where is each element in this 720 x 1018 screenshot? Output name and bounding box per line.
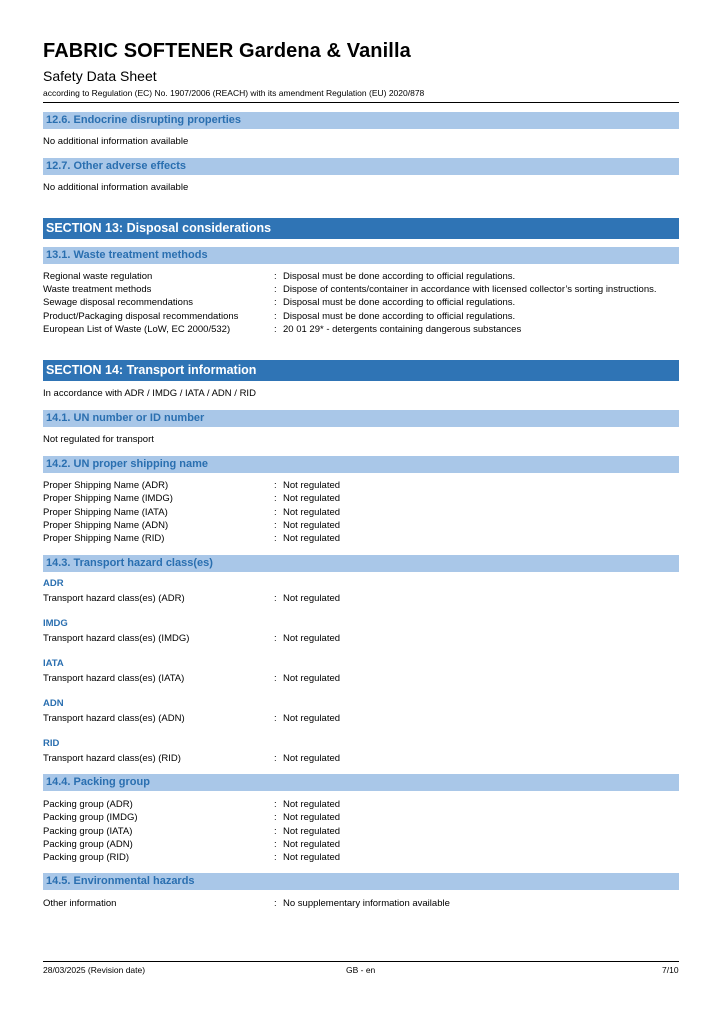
row-separator: : xyxy=(274,673,277,684)
subsection-header-14-1: 14.1. UN number or ID number xyxy=(43,410,679,427)
hazard-class-row xyxy=(43,672,679,685)
document-title: FABRIC SOFTENER Gardena & Vanilla xyxy=(43,40,411,62)
section-header-13: SECTION 13: Disposal considerations xyxy=(43,218,679,239)
row-separator: : xyxy=(274,633,277,644)
row-value: Not regulated xyxy=(283,713,341,724)
row-label: Proper Shipping Name (IATA) xyxy=(43,506,168,518)
packing-group-row xyxy=(43,825,679,838)
row-label: Packing group (ADR) xyxy=(43,799,133,810)
row-label: Other information xyxy=(43,898,117,909)
waste-row xyxy=(43,310,679,323)
row-separator: : xyxy=(274,284,277,296)
row-value: Not regulated xyxy=(283,519,341,531)
subsection-header-14-4: 14.4. Packing group xyxy=(43,774,679,791)
row-label: Packing group (IMDG) xyxy=(43,812,138,824)
shipping-name-row xyxy=(43,479,679,492)
row-separator: : xyxy=(274,493,277,505)
row-separator: : xyxy=(274,753,277,764)
row-label: Packing group (ADN) xyxy=(43,838,133,850)
row-value: Not regulated xyxy=(283,506,341,518)
section-header-14: SECTION 14: Transport information xyxy=(43,360,679,381)
row-value: Dispose of contents/container in accordance with licensed collector’s sorting instructions. xyxy=(283,284,657,296)
row-separator: : xyxy=(274,323,277,335)
row-separator: : xyxy=(274,506,277,518)
row-separator: : xyxy=(274,271,277,282)
transport-mode-heading: RID xyxy=(43,738,60,749)
row-value: Not regulated xyxy=(283,799,341,810)
row-separator: : xyxy=(274,713,277,724)
row-label: Transport hazard class(es) (RID) xyxy=(43,753,181,764)
subsection-text-12-6: No additional information available xyxy=(43,136,189,147)
footer-divider xyxy=(43,961,679,962)
row-label: Packing group (RID) xyxy=(43,852,130,864)
waste-row xyxy=(43,323,679,336)
header-divider xyxy=(43,102,679,103)
subsection-text-12-7: No additional information available xyxy=(43,182,189,193)
subsection-header-14-2: 14.2. UN proper shipping name xyxy=(43,456,679,473)
hazard-class-row xyxy=(43,632,679,645)
transport-mode-heading: ADR xyxy=(43,578,64,589)
row-value: Disposal must be done according to official regulations. xyxy=(283,310,516,322)
row-separator: : xyxy=(274,310,277,322)
row-value: Not regulated xyxy=(283,753,341,764)
row-value: Not regulated xyxy=(283,852,341,864)
row-separator: : xyxy=(274,593,277,604)
row-separator: : xyxy=(274,812,277,824)
hazard-class-row xyxy=(43,712,679,725)
language-code: GB - en xyxy=(346,965,376,975)
row-value: Not regulated xyxy=(283,493,341,505)
packing-group-row xyxy=(43,838,679,851)
row-label: Proper Shipping Name (ADN) xyxy=(43,519,169,531)
hazard-class-row xyxy=(43,752,679,765)
subsection-header-14-5: 14.5. Environmental hazards xyxy=(43,873,679,890)
row-value: Not regulated xyxy=(283,533,341,545)
row-value: Not regulated xyxy=(283,812,341,824)
row-value: Not regulated xyxy=(283,825,341,837)
subsection-header-14-3: 14.3. Transport hazard class(es) xyxy=(43,555,679,572)
row-label: Product/Packaging disposal recommendations xyxy=(43,310,239,322)
row-separator: : xyxy=(274,519,277,531)
row-label: Proper Shipping Name (ADR) xyxy=(43,480,169,491)
row-label: Transport hazard class(es) (ADR) xyxy=(43,593,185,604)
row-label: Transport hazard class(es) (IMDG) xyxy=(43,633,190,644)
subsection-header-13-1: 13.1. Waste treatment methods xyxy=(43,247,679,264)
packing-group-row xyxy=(43,798,679,811)
packing-group-row xyxy=(43,811,679,824)
row-label: Transport hazard class(es) (IATA) xyxy=(43,673,185,684)
row-value: Disposal must be done according to official regulations. xyxy=(283,297,516,309)
row-value: Not regulated xyxy=(283,838,341,850)
row-label: European List of Waste (LoW, EC 2000/532) xyxy=(43,323,231,335)
row-separator: : xyxy=(274,533,277,545)
row-value: No supplementary information available xyxy=(283,898,450,909)
shipping-name-row xyxy=(43,519,679,532)
row-value: Not regulated xyxy=(283,673,341,684)
row-separator: : xyxy=(274,852,277,864)
row-separator: : xyxy=(274,480,277,491)
shipping-name-row xyxy=(43,492,679,505)
revision-date: 28/03/2025 (Revision date) xyxy=(43,965,146,975)
transport-mode-heading: IMDG xyxy=(43,618,68,629)
row-value: Not regulated xyxy=(283,480,341,491)
row-separator: : xyxy=(274,297,277,309)
subsection-text-14-1: Not regulated for transport xyxy=(43,434,154,445)
waste-row xyxy=(43,270,679,283)
row-label: Regional waste regulation xyxy=(43,271,153,282)
transport-intro: In accordance with ADR / IMDG / IATA / ADN / RID xyxy=(43,388,256,399)
row-label: Sewage disposal recommendations xyxy=(43,297,193,309)
shipping-name-row xyxy=(43,532,679,545)
subsection-header-12-7: 12.7. Other adverse effects xyxy=(43,158,679,175)
transport-mode-heading: IATA xyxy=(43,658,64,669)
transport-mode-heading: ADN xyxy=(43,698,64,709)
row-label: Waste treatment methods xyxy=(43,284,152,296)
row-label: Proper Shipping Name (RID) xyxy=(43,533,165,545)
waste-row xyxy=(43,296,679,309)
environmental-row xyxy=(43,897,679,910)
row-separator: : xyxy=(274,838,277,850)
regulation-note: according to Regulation (EC) No. 1907/2006 (REACH) with its amendment Regulation (EU) 2020/878 xyxy=(43,88,425,98)
packing-group-row xyxy=(43,851,679,864)
row-label: Transport hazard class(es) (ADN) xyxy=(43,713,185,724)
row-separator: : xyxy=(274,825,277,837)
row-label: Proper Shipping Name (IMDG) xyxy=(43,493,173,505)
row-value: Not regulated xyxy=(283,593,341,604)
hazard-class-row xyxy=(43,592,679,605)
page-number: 7/10 xyxy=(662,965,679,975)
row-label: Packing group (IATA) xyxy=(43,825,133,837)
row-separator: : xyxy=(274,799,277,810)
row-value: Not regulated xyxy=(283,633,341,644)
document-subtitle: Safety Data Sheet xyxy=(43,68,157,84)
row-separator: : xyxy=(274,898,277,909)
shipping-name-row xyxy=(43,506,679,519)
row-value: Disposal must be done according to official regulations. xyxy=(283,271,516,282)
subsection-header-12-6: 12.6. Endocrine disrupting properties xyxy=(43,112,679,129)
waste-row xyxy=(43,283,679,296)
row-value: 20 01 29* - detergents containing dangerous substances xyxy=(283,323,522,335)
